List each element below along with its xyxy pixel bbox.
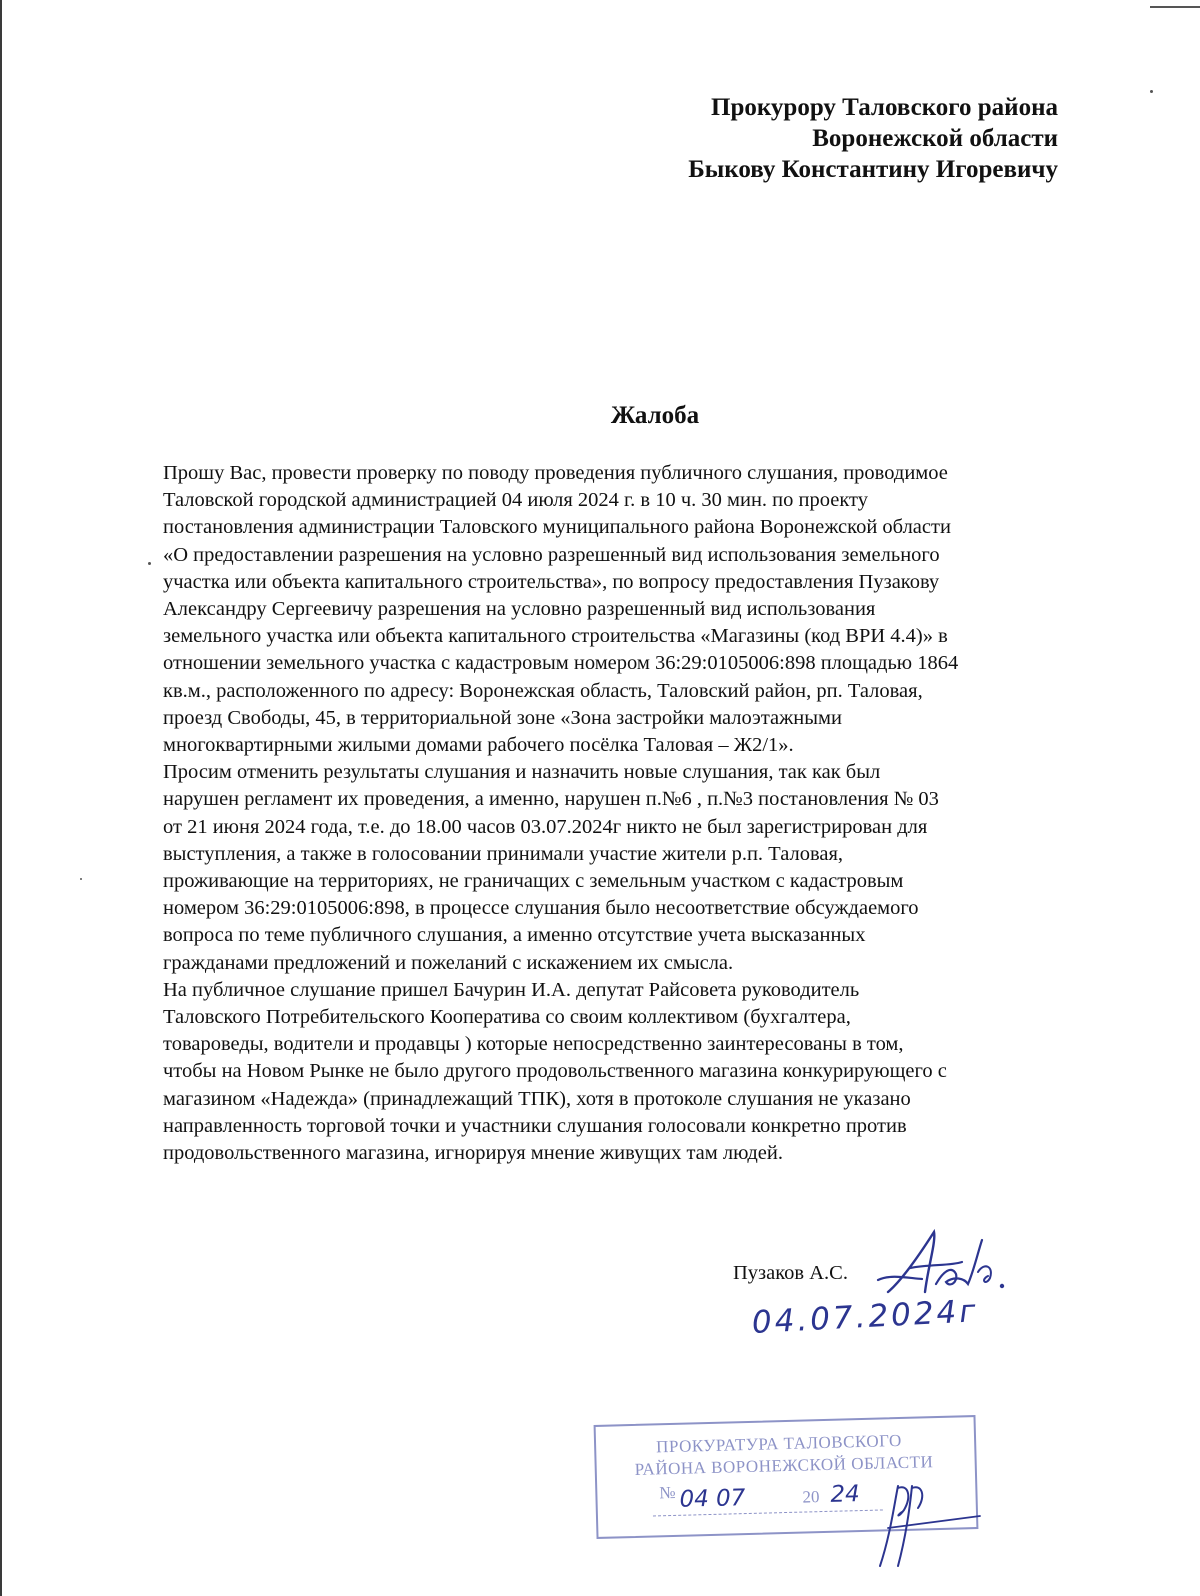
body-line: товароведы, водители и продавцы ) которые непосредственно заинтересованы в том, [163, 1033, 904, 1056]
body-line: участка или объекта капитального строительства», по вопросу предоставления Пузакову [163, 570, 940, 593]
body-line: проезд Свободы, 45, в территориальной зоне «Зона застройки малоэтажными [163, 706, 842, 729]
body-line: чтобы на Новом Рынке не было другого продовольственного магазина конкурирующего с [163, 1060, 947, 1083]
scan-speck [80, 878, 82, 880]
stamp-initials-signature [868, 1466, 988, 1576]
stamp-number-label: № [659, 1482, 676, 1503]
stamp-year-prefix: 20 [802, 1487, 820, 1507]
signatory-name: Пузаков А.С. [733, 1262, 848, 1284]
body-line: от 21 июня 2024 года, т.е. до 18.00 часов 03.07.2024г никто не был зарегистрирован для [163, 815, 928, 838]
scan-speck [148, 562, 151, 565]
body-line: На публичное слушание пришел Бачурин И.А. депутат Райсовета руководитель [163, 978, 860, 1001]
handwritten-signature [870, 1222, 1020, 1302]
body-line: земельного участка или объекта капитального строительства «Магазины (код ВРИ 4.4)» в [163, 625, 948, 648]
body-line: отношении земельного участка с кадастровым номером 36:29:0105006:898 площадью 1864 [163, 652, 959, 675]
body-line: Александру Сергеевичу разрешения на условно разрешенный вид использования [163, 598, 876, 621]
body-line: Таловской городской администрацией 04 июля 2024 г. в 10 ч. 30 мин. по проекту [163, 489, 868, 512]
body-line: нарушен регламент их проведения, а именно, нарушен п.№6 , п.№3 постановления № 03 [163, 788, 939, 811]
document-title: Жалоба [610, 402, 700, 429]
body-line: вопроса по теме публичного слушания, а именно отсутствие учета высказанных [163, 924, 866, 947]
page-top-edge-mark [1150, 6, 1200, 8]
body-line: номером 36:29:0105006:898, в процессе слушания было несоответствие обсуждаемого [163, 897, 919, 920]
addressee-line-2: Воронежской области [812, 125, 1058, 152]
stamp-handwritten-year: 24 [830, 1481, 861, 1508]
body-line: Прошу Вас, провести проверку по поводу проведения публичного слушания, проводимое [163, 462, 948, 484]
stamp-line-1: ПРОКУРАТУРА ТАЛОВСКОГО [655, 1430, 903, 1457]
body-line: продовольственного магазина, игнорируя мнение живущих там людей. [163, 1142, 783, 1165]
stamp-handwritten-date: 04 07 [679, 1485, 746, 1513]
body-line: «О предоставлении разрешения на условно разрешенный вид использования земельного [163, 543, 940, 566]
body-line: Просим отменить результаты слушания и назначить новые слушания, так как был [163, 761, 881, 784]
addressee-block [688, 92, 1058, 185]
body-line: проживающие на территориях, не граничащих с земельным участком с кадастровым [163, 870, 904, 893]
body-line: выступления, а также в голосовании принимали участие жители р.п. Таловая, [163, 842, 844, 865]
page-left-edge [0, 0, 2, 1596]
body-line: постановления администрации Таловского муниципального района Воронежской области [163, 516, 951, 539]
body-line: кв.м., расположенного по адресу: Воронежская область, Таловский район, рп. Таловая, [163, 679, 923, 702]
body-line: гражданами предложений и пожеланий с искажением их смысла. [163, 951, 734, 974]
body-line: Таловского Потребительского Кооператива со своим коллективом (бухгалтера, [163, 1006, 851, 1029]
addressee-line-1: Прокурору Таловского района [711, 94, 1058, 121]
stamp-line-2: РАЙОНА ВОРОНЕЖСКОЙ ОБЛАСТИ [634, 1452, 934, 1479]
handwritten-date: 04.07.2024г [751, 1293, 980, 1341]
signature-block [733, 1262, 848, 1285]
body-line: магазином «Надежда» (принадлежащий ТПК), хотя в протоколе слушания не указано [163, 1087, 911, 1110]
body-line: многоквартирными жилыми домами рабочего посёлка Таловая – Ж2/1». [163, 734, 794, 757]
complaint-body [163, 460, 1083, 1167]
body-line: направленность торговой точки и участники слушания голосовали конкретно против [163, 1114, 907, 1137]
scan-speck [1150, 90, 1153, 93]
addressee-line-3: Быкову Константину Игоревичу [688, 156, 1058, 183]
